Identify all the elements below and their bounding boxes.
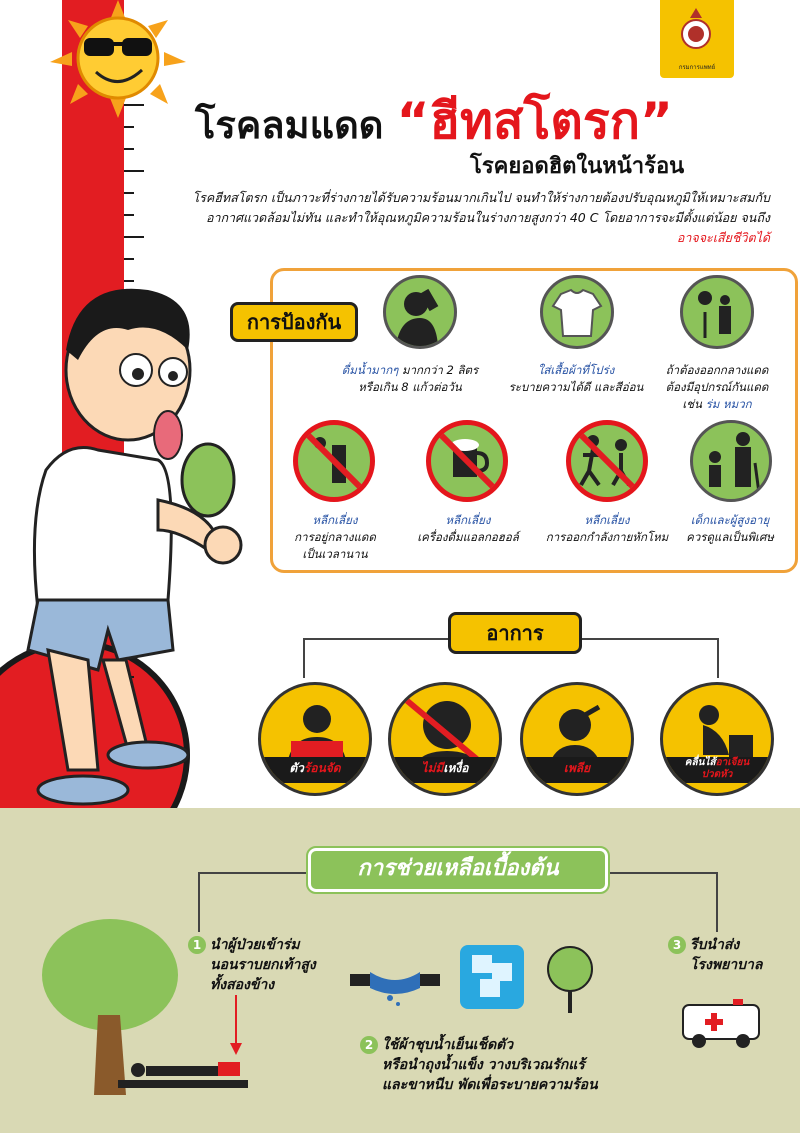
first-aid-step-3: 3 รีบนำส่ง โรงพยาบาล bbox=[668, 935, 798, 975]
ambulance-icon bbox=[675, 995, 767, 1051]
no-sun-work-icon bbox=[293, 420, 375, 502]
intro-paragraph bbox=[160, 188, 770, 248]
symptom-label-1: ตัวร้อนจัด bbox=[289, 761, 341, 775]
prevention-caption-1: ดื่มน้ำมากๆ มากกว่า 2 ลิตร หรือเกิน 8 แก้วต่อวัน bbox=[341, 363, 479, 394]
department-logo bbox=[660, 0, 734, 78]
symptom-hot-body bbox=[258, 682, 372, 796]
hand-fan-icon bbox=[545, 945, 595, 1013]
tshirt-icon bbox=[540, 275, 614, 349]
emblem-icon bbox=[676, 8, 716, 52]
title-prefix: โรคลมแดด bbox=[195, 103, 384, 147]
no-exercise-icon bbox=[566, 420, 648, 502]
page-subtitle: โรคยอดฮิตในหน้าร้อน bbox=[470, 154, 685, 179]
wet-cloth-icon bbox=[350, 960, 440, 1006]
prevention-caption-7: เด็กและผู้สูงอายุ ควรดูแลเป็นพิเศษ bbox=[686, 513, 774, 544]
intro-line-2: อากาศแวดล้อมไม่ทัน และทำให้อุณหภูมิความร้อนในร่างกายสูงกว่า 40 C โดยอาการจะมีตั้งแต่น้อย จนถึง bbox=[205, 210, 770, 225]
drinking-water-icon bbox=[383, 275, 457, 349]
symptom-nausea bbox=[660, 682, 774, 796]
intro-warning: อาจจะเสียชีวิตได้ bbox=[676, 230, 770, 245]
logo-text: กรมการแพทย์ bbox=[678, 64, 716, 71]
prevention-caption-3: ถ้าต้องออกกลางแดด ต้องมีอุปกรณ์กันแดด เช่น ร่ม หมวก bbox=[665, 363, 769, 411]
prevention-caption-4: หลีกเลี่ยง การอยู่กลางแดด เป็นเวลานาน bbox=[294, 513, 376, 561]
symptom-label-3: เพลีย bbox=[563, 761, 591, 775]
umbrella-person-icon bbox=[680, 275, 754, 349]
ice-cubes-icon bbox=[460, 945, 524, 1009]
symptoms-tag: อาการ bbox=[448, 612, 582, 654]
down-arrow-icon bbox=[230, 995, 242, 1055]
heat-sick-man-illustration bbox=[8, 270, 258, 830]
intro-line-1: โรคฮีทสโตรก เป็นภาวะที่ร่างกายได้รับความร้อนมากเกินไป จนทำให้ร่างกายต้องปรับอุณหภูมิให้เหมาะสมกับ bbox=[192, 190, 770, 205]
prevention-caption-2: ใส่เสื้อผ้าที่โปร่ง ระบายความได้ดี และสีอ่อน bbox=[508, 363, 644, 394]
sun-icon bbox=[48, 0, 188, 120]
symptom-label-4: คลื่นไส้อาเจียน ปวดหัว bbox=[684, 757, 750, 780]
prevention-caption-6: หลีกเลี่ยง การออกกำลังกายหักโหม bbox=[545, 513, 669, 544]
prevention-caption-5: หลีกเลี่ยง เครื่องดื่มแอลกอฮอล์ bbox=[417, 513, 519, 544]
prevention-tag: การป้องกัน bbox=[230, 302, 358, 342]
no-alcohol-icon bbox=[426, 420, 508, 502]
title-highlight: “ฮีทสโตรก” bbox=[396, 92, 673, 150]
first-aid-step-2: 2 ใช้ผ้าชุบน้ำเย็นเช็ดตัว หรือนำถุงน้ำแข็ง วางบริเวณรักแร้ และขาหนีบ พัดเพื่อระบายความร้อน bbox=[360, 1035, 660, 1095]
first-aid-step-1: 1 นำผู้ป่วยเข้าร่ม นอนราบยกเท้าสูง ทั้งสองข้าง bbox=[188, 935, 358, 995]
lying-person-icon bbox=[118, 1060, 248, 1090]
symptom-no-sweat bbox=[388, 682, 502, 796]
symptom-fatigue bbox=[520, 682, 634, 796]
child-elderly-icon bbox=[690, 420, 772, 502]
first-aid-tag: การช่วยเหลือเบื้องต้น bbox=[308, 848, 608, 892]
symptom-label-2: ไม่มีเหงื่อ bbox=[421, 761, 469, 775]
